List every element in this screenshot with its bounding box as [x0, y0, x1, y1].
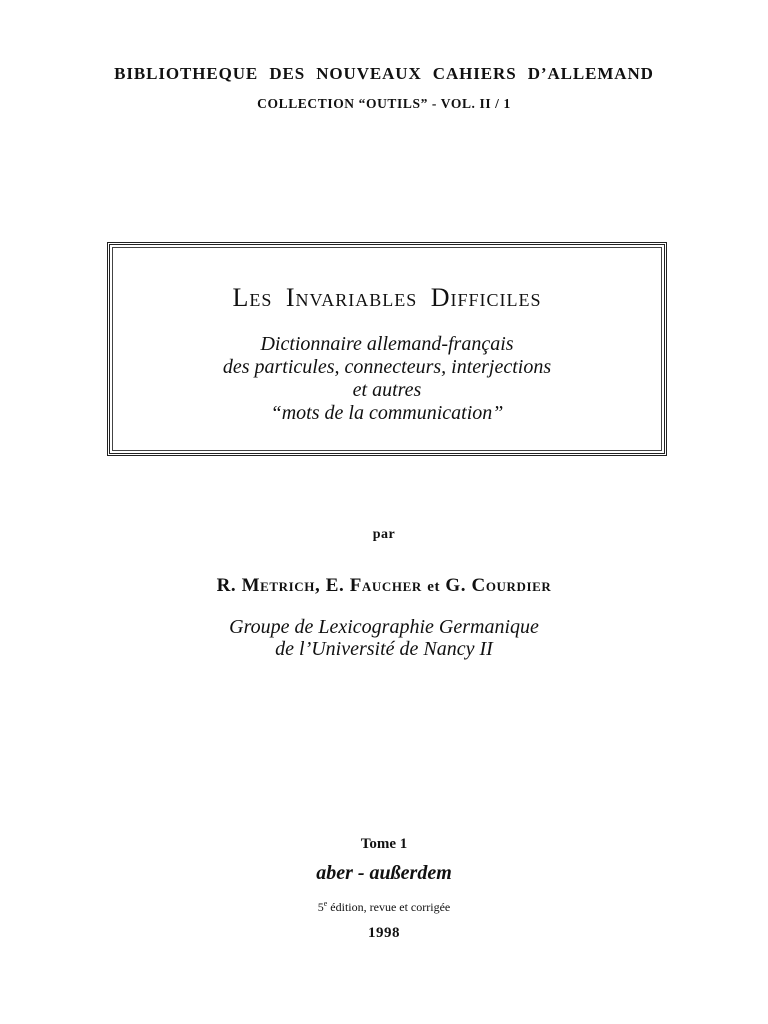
author-courdier: G. Courdier [445, 575, 552, 596]
authors: R. Metrich, E. Faucher et G. Courdier [216, 575, 552, 596]
by-label: par [372, 527, 396, 542]
edition-text: édition, revue et corrigée [327, 900, 451, 914]
edition-number: 5 [317, 900, 324, 914]
book-subtitle [110, 333, 664, 425]
research-group [0, 616, 768, 660]
group-line: de l’Université de Nancy II [275, 638, 493, 660]
title-frame [107, 242, 667, 456]
subtitle-line: et autres [352, 379, 422, 401]
author-conjunction: et [427, 579, 441, 595]
book-title: Les Invariables Difficiles [232, 283, 542, 312]
subtitle-line: “mots de la communication” [270, 402, 504, 424]
series-title: BIBLIOTHEQUE DES NOUVEAUX CAHIERS D’ALLEMAND [114, 64, 654, 83]
subtitle-line: Dictionnaire allemand-français [260, 333, 514, 355]
edition-note [0, 899, 768, 915]
tome-label: Tome 1 [360, 836, 408, 852]
publication-year: 1998 [368, 925, 400, 941]
collection-title: COLLECTION “OUTILS” - VOL. II / 1 [257, 96, 511, 111]
entry-range: aber - außerdem [316, 862, 452, 884]
author-faucher: E. Faucher [325, 575, 422, 596]
author-metrich: R. Metrich [216, 575, 316, 596]
group-line: Groupe de Lexicographie Germanique [229, 616, 539, 638]
subtitle-line: des particules, connecteurs, interjections [222, 356, 552, 378]
edition-superscript: e [323, 899, 328, 908]
